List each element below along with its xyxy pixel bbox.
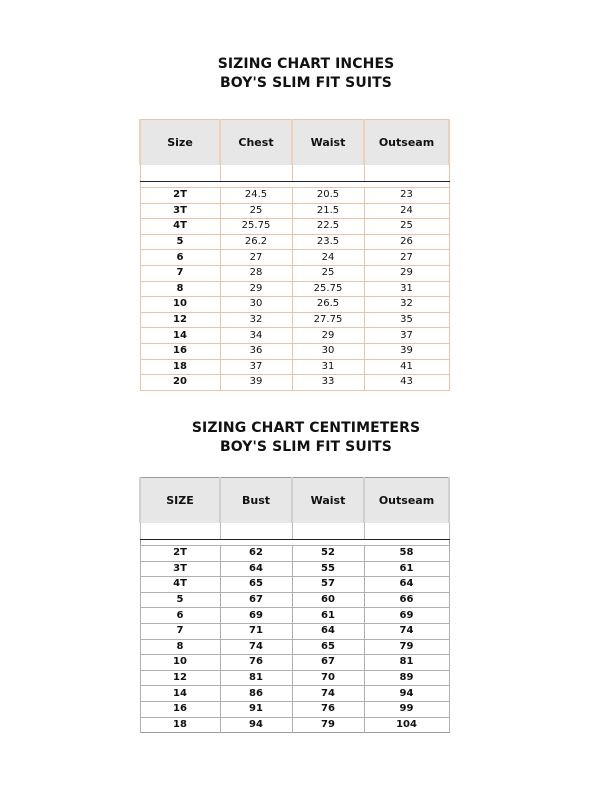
measurement-cell: 28 <box>220 265 292 281</box>
header-waist: Waist <box>292 120 364 166</box>
measurement-cell: 79 <box>292 717 364 733</box>
table-row <box>140 234 449 250</box>
measurement-cell: 25 <box>292 265 364 281</box>
size-cell: 5 <box>140 592 220 608</box>
measurement-cell: 66 <box>364 592 449 608</box>
empty-cell <box>364 523 449 540</box>
table-row <box>140 265 449 281</box>
measurement-cell: 57 <box>292 577 364 593</box>
empty-cell <box>220 165 292 182</box>
size-cell: 4T <box>140 219 220 235</box>
measurement-cell: 43 <box>364 375 449 391</box>
size-cell: 8 <box>140 281 220 297</box>
measurement-cell: 26 <box>364 234 449 250</box>
measurement-cell: 36 <box>220 343 292 359</box>
measurement-cell: 33 <box>292 375 364 391</box>
size-cell: 8 <box>140 639 220 655</box>
measurement-cell: 30 <box>220 297 292 313</box>
size-cell: 10 <box>140 655 220 671</box>
measurement-cell: 25 <box>220 203 292 219</box>
measurement-cell: 39 <box>220 375 292 391</box>
header-row <box>140 478 449 524</box>
measurement-cell: 52 <box>292 546 364 562</box>
spacer-row <box>140 165 449 182</box>
size-cell: 2T <box>140 546 220 562</box>
header-bust: Bust <box>220 478 292 524</box>
header-outseam: Outseam <box>364 478 449 524</box>
centimeters-size-table <box>139 477 450 733</box>
measurement-cell: 74 <box>364 623 449 639</box>
size-cell: 12 <box>140 312 220 328</box>
table-row <box>140 639 449 655</box>
measurement-cell: 21.5 <box>292 203 364 219</box>
measurement-cell: 91 <box>220 701 292 717</box>
measurement-cell: 25 <box>364 219 449 235</box>
measurement-cell: 69 <box>364 608 449 624</box>
size-cell: 6 <box>140 250 220 266</box>
measurement-cell: 67 <box>292 655 364 671</box>
header-waist: Waist <box>292 478 364 524</box>
table-row <box>140 375 449 391</box>
size-cell: 6 <box>140 608 220 624</box>
table-row <box>140 250 449 266</box>
measurement-cell: 94 <box>220 717 292 733</box>
measurement-cell: 27 <box>364 250 449 266</box>
measurement-cell: 64 <box>220 561 292 577</box>
measurement-cell: 23.5 <box>292 234 364 250</box>
measurement-cell: 64 <box>364 577 449 593</box>
size-cell: 7 <box>140 265 220 281</box>
measurement-cell: 34 <box>220 328 292 344</box>
empty-cell <box>364 165 449 182</box>
measurement-cell: 32 <box>220 312 292 328</box>
measurement-cell: 65 <box>220 577 292 593</box>
spacer-row <box>140 523 449 540</box>
measurement-cell: 39 <box>364 343 449 359</box>
centimeters-title-line-2: BOY'S SLIM FIT SUITS <box>220 439 392 455</box>
empty-cell <box>220 523 292 540</box>
table-row <box>140 546 449 562</box>
size-cell: 3T <box>140 561 220 577</box>
size-cell: 20 <box>140 375 220 391</box>
header-size: Size <box>140 120 220 166</box>
measurement-cell: 37 <box>220 359 292 375</box>
measurement-cell: 79 <box>364 639 449 655</box>
measurement-cell: 26.2 <box>220 234 292 250</box>
empty-cell <box>140 523 220 540</box>
measurement-cell: 24 <box>292 250 364 266</box>
table-row <box>140 203 449 219</box>
measurement-cell: 71 <box>220 623 292 639</box>
empty-cell <box>140 165 220 182</box>
measurement-cell: 29 <box>292 328 364 344</box>
measurement-cell: 55 <box>292 561 364 577</box>
header-row <box>140 120 449 166</box>
table-row <box>140 623 449 639</box>
measurement-cell: 76 <box>220 655 292 671</box>
size-cell: 12 <box>140 670 220 686</box>
measurement-cell: 31 <box>364 281 449 297</box>
measurement-cell: 89 <box>364 670 449 686</box>
measurement-cell: 61 <box>364 561 449 577</box>
size-cell: 5 <box>140 234 220 250</box>
measurement-cell: 69 <box>220 608 292 624</box>
measurement-cell: 65 <box>292 639 364 655</box>
table-row <box>140 655 449 671</box>
table-row <box>140 312 449 328</box>
header-size: SIZE <box>140 478 220 524</box>
header-chest: Chest <box>220 120 292 166</box>
size-cell: 3T <box>140 203 220 219</box>
table-row <box>140 592 449 608</box>
size-cell: 14 <box>140 686 220 702</box>
measurement-cell: 70 <box>292 670 364 686</box>
table-row <box>140 219 449 235</box>
measurement-cell: 27.75 <box>292 312 364 328</box>
measurement-cell: 58 <box>364 546 449 562</box>
table-row <box>140 281 449 297</box>
measurement-cell: 67 <box>220 592 292 608</box>
measurement-cell: 86 <box>220 686 292 702</box>
measurement-cell: 32 <box>364 297 449 313</box>
empty-cell <box>292 165 364 182</box>
measurement-cell: 25.75 <box>292 281 364 297</box>
measurement-cell: 61 <box>292 608 364 624</box>
table-row <box>140 670 449 686</box>
table-row <box>140 359 449 375</box>
table-row <box>140 328 449 344</box>
measurement-cell: 41 <box>364 359 449 375</box>
measurement-cell: 26.5 <box>292 297 364 313</box>
size-cell: 18 <box>140 359 220 375</box>
measurement-cell: 29 <box>364 265 449 281</box>
centimeters-title-line-1: SIZING CHART CENTIMETERS <box>191 420 421 436</box>
measurement-cell: 22.5 <box>292 219 364 235</box>
measurement-cell: 76 <box>292 701 364 717</box>
size-cell: 16 <box>140 701 220 717</box>
measurement-cell: 29 <box>220 281 292 297</box>
measurement-cell: 81 <box>364 655 449 671</box>
measurement-cell: 94 <box>364 686 449 702</box>
measurement-cell: 81 <box>220 670 292 686</box>
size-cell: 4T <box>140 577 220 593</box>
measurement-cell: 24.5 <box>220 188 292 204</box>
table-row <box>140 577 449 593</box>
table-row <box>140 343 449 359</box>
measurement-cell: 25.75 <box>220 219 292 235</box>
measurement-cell: 99 <box>364 701 449 717</box>
header-outseam: Outseam <box>364 120 449 166</box>
measurement-cell: 24 <box>364 203 449 219</box>
measurement-cell: 30 <box>292 343 364 359</box>
empty-cell <box>292 523 364 540</box>
measurement-cell: 62 <box>220 546 292 562</box>
measurement-cell: 20.5 <box>292 188 364 204</box>
inches-title-line-1: SIZING CHART INCHES <box>217 56 395 72</box>
inches-title-line-2: BOY'S SLIM FIT SUITS <box>220 75 392 91</box>
measurement-cell: 23 <box>364 188 449 204</box>
measurement-cell: 31 <box>292 359 364 375</box>
measurement-cell: 37 <box>364 328 449 344</box>
table-row <box>140 297 449 313</box>
table-row <box>140 561 449 577</box>
size-cell: 14 <box>140 328 220 344</box>
measurement-cell: 104 <box>364 717 449 733</box>
table-row <box>140 701 449 717</box>
size-cell: 7 <box>140 623 220 639</box>
measurement-cell: 35 <box>364 312 449 328</box>
size-cell: 18 <box>140 717 220 733</box>
table-row <box>140 188 449 204</box>
size-cell: 16 <box>140 343 220 359</box>
size-cell: 10 <box>140 297 220 313</box>
inches-chart-title <box>0 55 612 93</box>
measurement-cell: 74 <box>220 639 292 655</box>
size-cell: 2T <box>140 188 220 204</box>
table-row <box>140 686 449 702</box>
table-row <box>140 717 449 733</box>
centimeters-chart-title <box>0 419 612 457</box>
measurement-cell: 27 <box>220 250 292 266</box>
measurement-cell: 74 <box>292 686 364 702</box>
measurement-cell: 64 <box>292 623 364 639</box>
measurement-cell: 60 <box>292 592 364 608</box>
inches-size-table <box>139 119 450 391</box>
table-row <box>140 608 449 624</box>
